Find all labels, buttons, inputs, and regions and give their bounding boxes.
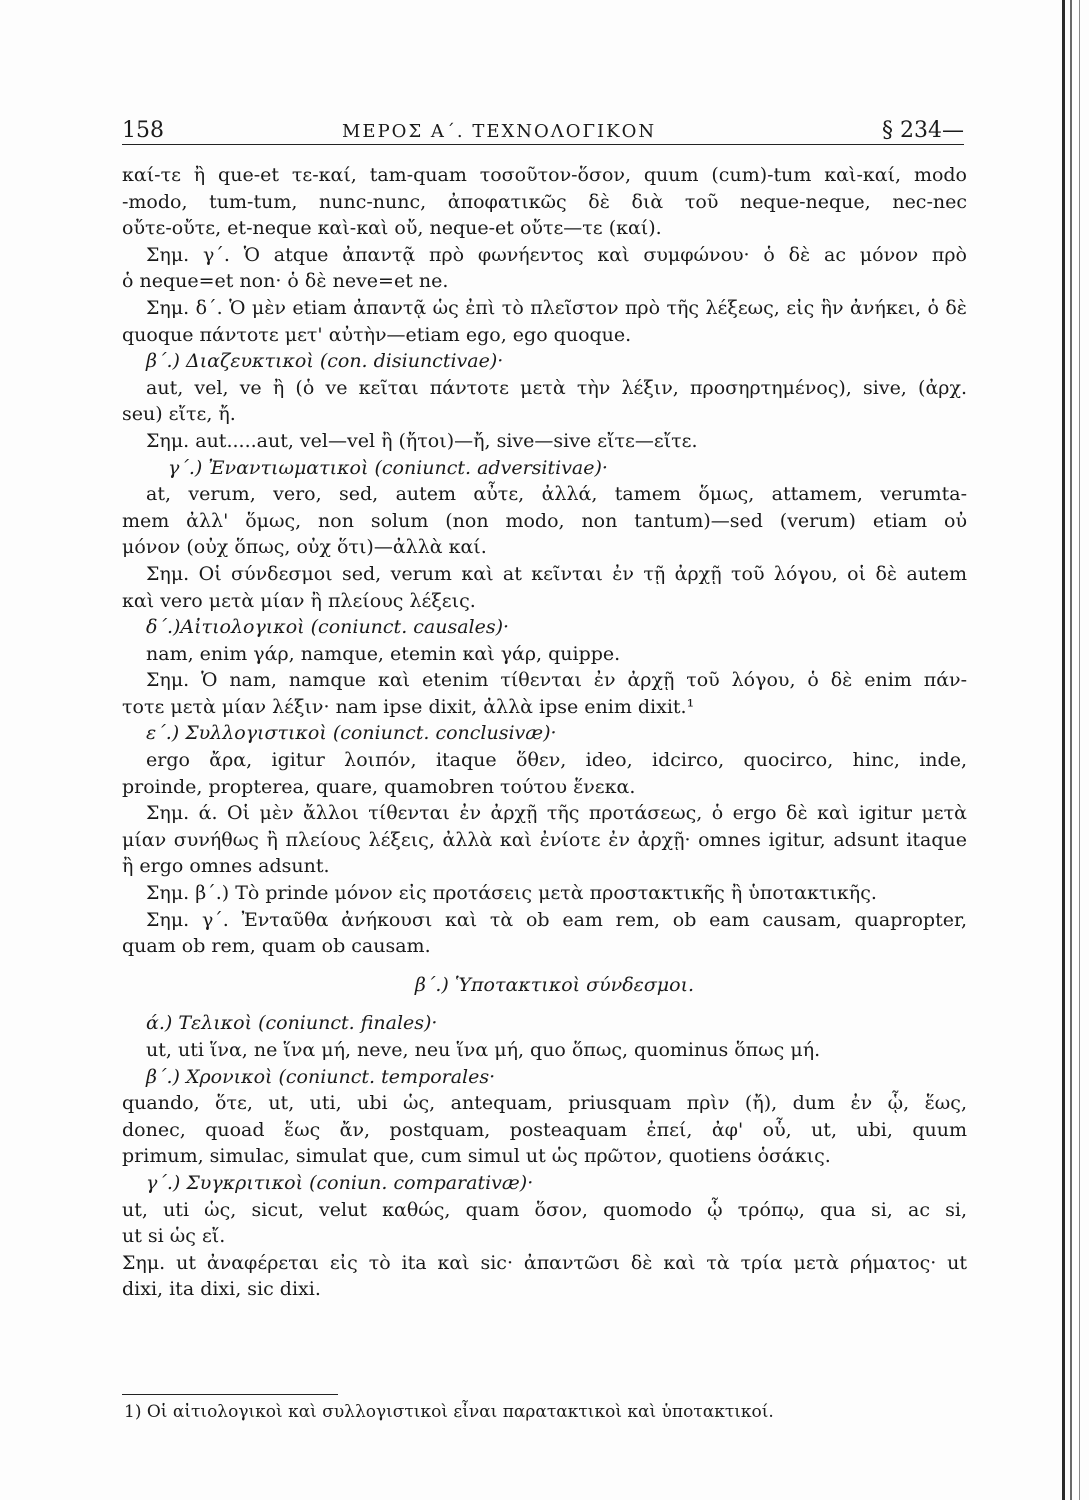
text-line: ut, uti ἵνα, ne ἵνα μή, neve, neu ἵνα μή, quo ὅπως, quominus ὅπως μή.: [146, 1039, 821, 1061]
text-line: primum, simulac, simulat que, cum simul ut ὡς πρῶτον, quotiens ὁσάκις.: [122, 1145, 831, 1168]
text-line: ut, uti ὡς, sicut, velut καθώς, quam ὅσον, quomodo ᾧ τρόπῳ, qua si, ac si,: [122, 1198, 967, 1221]
text-line: ergo ἄρα, igitur λοιπόν, itaque ὅθεν, ideo, idcirco, quocirco, hinc, inde,: [146, 749, 967, 772]
note-line: Σημ. ut ἀναφέρεται εἰς τὸ ita καὶ sic· ἀπαντῶσι δὲ καὶ τὰ τρία μετὰ ρήματος· ut: [122, 1251, 967, 1274]
footnote: 1) Οἱ αἰτιολογικοὶ καὶ συλλογιστικοὶ εἶναι παρατακτικοὶ καὶ ὑποτακτικοί.: [124, 1402, 774, 1422]
text-line: μίαν συνήθως ἢ πλείους λέξεις, ἀλλὰ καὶ ἐνίοτε ἐν ἀρχῇ· omnes igitur, adsunt itaque: [122, 828, 967, 851]
section-mark: § 234—: [882, 118, 964, 143]
section-heading: ά.) Τελικοὶ (coniunct. finales)·: [146, 1012, 438, 1035]
text-line: καί-τε ἢ que-et τε-καί, tam-quam τοσοῦτον-ὅσον, quum (cum)-tum καὶ-καί, modo: [122, 164, 967, 186]
note-line: Σημ. γ΄. Ἐνταῦθα ἀνήκουσι καὶ τὰ ob eam rem, ob eam causam, quapropter,: [146, 908, 967, 931]
page-edge-line: [1079, 0, 1080, 1500]
note-line: Σημ. Ὁ nam, namque καὶ etenim τίθενται ἐν ἀρχῇ τοῦ λόγου, ὁ δὲ enim πάν-: [146, 669, 967, 692]
text-line: quam ob rem, quam ob causam.: [122, 935, 431, 958]
text-line: at, verum, vero, sed, autem αὖτε, ἀλλά, tamem ὅμως, attamem, verumta-: [146, 483, 967, 506]
note-line: Σημ. β΄.) Τὸ prinde μόνον εἰς προτάσεις μετὰ προστακτικῆς ἢ ὑποτακτικῆς.: [146, 882, 877, 905]
note-line: Σημ. ά. Οἱ μὲν ἄλλοι τίθενται ἐν ἀρχῇ τῆς προτάσεως, ὁ ergo δὲ καὶ igitur μετὰ: [146, 802, 967, 825]
text-line: proinde, propterea, quare, quamobren τούτου ἕνεκα.: [122, 775, 636, 798]
page-edge-line: [1070, 0, 1072, 1500]
note-line: Σημ. δ΄. Ὁ μὲν etiam ἀπαντᾷ ὡς ἐπὶ τὸ πλεῖστον πρὸ τῆς λέξεως, εἰς ἣν ἀνήκει, ὁ δὲ: [146, 296, 967, 319]
footnote-rule: [122, 1394, 338, 1395]
section-heading: β΄.) Χρονικοὶ (coniunct. temporales·: [146, 1065, 496, 1088]
text-line: οὔτε-οὔτε, et-neque καὶ-καὶ οὔ, neque-et οὔτε—τε (καί).: [122, 217, 662, 240]
text-line: seu) εἴτε, ἤ.: [122, 403, 236, 426]
section-heading: β΄.) Διαζευκτικοὶ (con. disiunctivae)·: [146, 350, 504, 373]
text-line: τοτε μετὰ μίαν λέξιν· nam ipse dixit, ἀλλὰ ipse enim dixit.¹: [122, 695, 695, 718]
section-heading: γ΄.) Συγκριτικοὶ (coniun. comparativæ)·: [146, 1171, 534, 1194]
chapter-heading: β΄.) Ὑποτακτικοὶ σύνδεσμοι.: [414, 973, 695, 996]
text-line: ut si ὡς εἴ.: [122, 1225, 226, 1248]
note-line: Σημ. Οἱ σύνδεσμοι sed, verum καὶ at κεῖνται ἐν τῇ ἀρχῇ τοῦ λόγου, οἱ δὲ autem: [146, 562, 967, 585]
text-line: aut, vel, ve ἢ (ὁ ve κεῖται πάντοτε μετὰ τὴν λέξιν, προσηρτημένος), sive, (ἀρχ.: [146, 376, 967, 399]
note-line: Σημ. γ΄. Ὁ atque ἀπαντᾷ πρὸ φωνήεντος καὶ συμφώνου· ὁ δὲ ac μόνον πρὸ: [146, 243, 967, 266]
text-line: ὁ neque=et non· ὁ δὲ neve=et ne.: [122, 270, 449, 293]
page-number: 158: [122, 118, 164, 143]
text-line: μόνον (οὐχ ὅπως, οὐχ ὅτι)—ἀλλὰ καί.: [122, 536, 487, 559]
section-heading: δ΄.)Αἰτιολογικοὶ (coniunct. causales)·: [146, 616, 510, 639]
text-line: quando, ὅτε, ut, uti, ubi ὡς, antequam, priusquam πρὶν (ἤ), dum ἐν ᾧ, ἕως,: [122, 1092, 967, 1115]
section-heading: γ΄.) Ἐναντιωματικοὶ (coniunct. adversitivae)·: [168, 456, 608, 479]
spacer: [122, 960, 967, 972]
text-body: [122, 162, 967, 1303]
text-line: dixi, ita dixi, sic dixi.: [122, 1278, 321, 1301]
page-edge-line: [1062, 0, 1065, 1500]
note-line: Σημ. aut.....aut, vel—vel ἢ (ἤτοι)—ἤ, sive—sive εἴτε—εἴτε.: [146, 429, 698, 452]
text-line: καὶ vero μετὰ μίαν ἢ πλείους λέξεις.: [122, 589, 476, 612]
text-line: ἢ ergo omnes adsunt.: [122, 855, 330, 878]
running-header: [122, 118, 964, 146]
header-rule: [122, 144, 964, 145]
text-line: mem ἀλλ' ὅμως, non solum (non modo, non tantum)—sed (verum) etiam οὐ: [122, 509, 967, 532]
spacer: [122, 998, 967, 1010]
text-line: nam, enim γάρ, namque, etemin καὶ γάρ, quippe.: [146, 642, 621, 665]
text-line: donec, quoad ἕως ἄν, postquam, posteaquam ἐπεί, ἀφ' οὗ, ut, ubi, quum: [122, 1118, 967, 1141]
section-heading: ε΄.) Συλλογιστικοὶ (coniunct. conclusivæ)·: [146, 722, 557, 745]
text-line: -modo, tum-tum, nunc-nunc, ἀποφατικῶς δὲ διὰ τοῦ neque-neque, nec-nec: [122, 190, 967, 213]
text-line: quoque πάντοτε μετ' αὐτὴν—etiam ego, ego quoque.: [122, 323, 632, 346]
running-title: ΜΕΡΟΣ Α΄. ΤΕΧΝΟΛΟΓΙΚΟΝ: [342, 121, 657, 142]
